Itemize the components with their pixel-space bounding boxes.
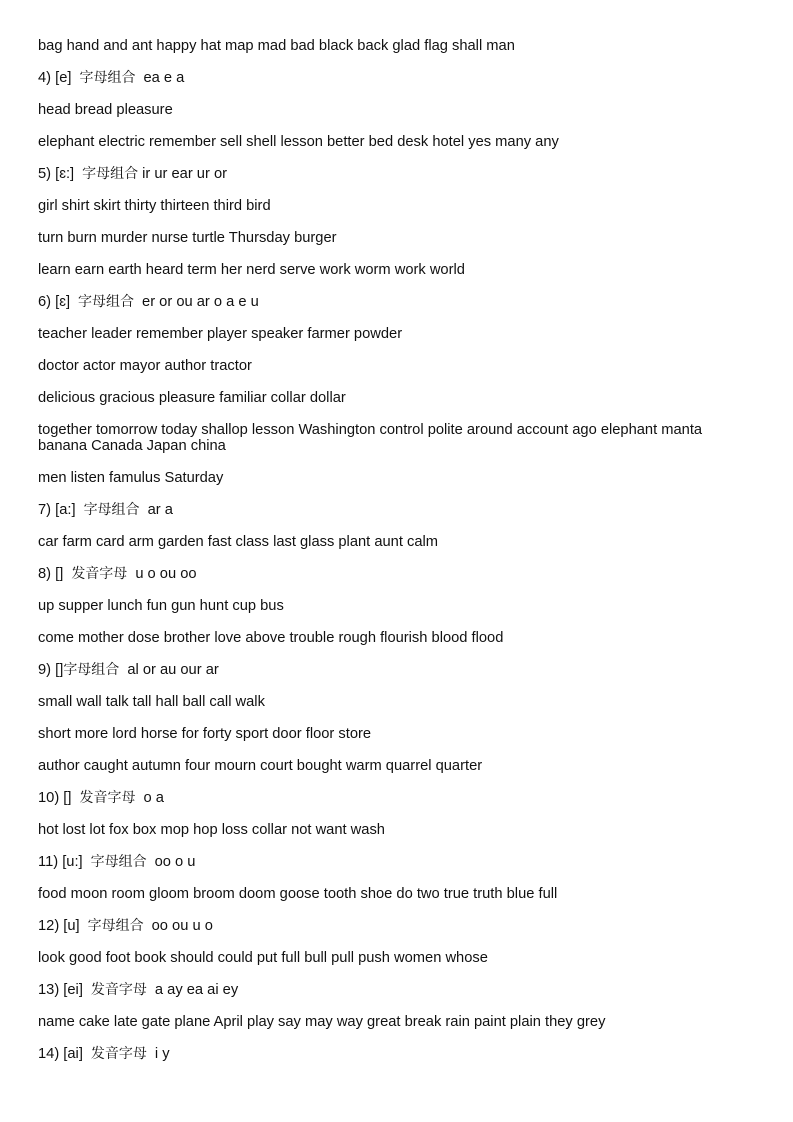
phoneme-label: 8) [] (38, 566, 64, 582)
word-list-line: together tomorrow today shallop lesson Washington control polite around account ago elephant manta banana Canada Japan china (38, 422, 703, 454)
word-list-line: bag hand and ant happy hat map mad bad black back glad flag shall man (38, 38, 515, 54)
word-list-line: look good foot book should could put full bull pull push women whose (38, 950, 488, 966)
phoneme-heading (38, 854, 728, 870)
phoneme-label: 13) [ei] (38, 982, 83, 998)
phoneme-heading (38, 662, 728, 678)
phoneme-letters: al or au our ar (127, 662, 219, 678)
phoneme-letters: u o ou oo (135, 566, 197, 582)
phoneme-letters: a ay ea ai ey (154, 982, 239, 998)
word-list-line: come mother dose brother love above trouble rough flourish blood flood (38, 630, 504, 646)
word-list-line: learn earn earth heard term her nerd serve work worm work world (38, 262, 465, 278)
phoneme-label: 5) [ɛ:] (38, 166, 75, 182)
phoneme-category: 字母组合 (78, 294, 135, 310)
phoneme-category: 发音字母 (79, 790, 136, 806)
phoneme-label: 14) [ai] (38, 1046, 83, 1062)
phoneme-heading (38, 1046, 728, 1062)
word-list-line: turn burn murder nurse turtle Thursday burger (38, 230, 337, 246)
phoneme-label: 11) [u:] (38, 854, 83, 870)
word-list-line: girl shirt skirt thirty thirteen third bird (38, 198, 271, 214)
phoneme-heading (38, 982, 728, 998)
phoneme-letters: ir ur ear ur or (142, 166, 228, 182)
phoneme-category: 发音字母 (90, 982, 147, 998)
phoneme-label: 10) [] (38, 790, 72, 806)
word-list-line: name cake late gate plane April play say may way great break rain paint plain they grey (38, 1014, 606, 1030)
word-list-line: elephant electric remember sell shell lesson better bed desk hotel yes many any (38, 134, 559, 150)
phoneme-heading (38, 294, 728, 310)
phoneme-category: 字母组合 (90, 854, 147, 870)
word-list-line: head bread pleasure (38, 102, 173, 118)
phoneme-heading (38, 166, 728, 182)
word-list-line: men listen famulus Saturday (38, 470, 224, 486)
phoneme-letters: oo ou u o (151, 918, 213, 934)
phoneme-label: 6) [ɛ] (38, 294, 71, 310)
word-list-line: small wall talk tall hall ball call walk (38, 694, 265, 710)
word-list-line: doctor actor mayor author tractor (38, 358, 252, 374)
word-list-line: car farm card arm garden fast class last glass plant aunt calm (38, 534, 438, 550)
word-list-line: delicious gracious pleasure familiar collar dollar (38, 390, 346, 406)
phoneme-letters: i y (154, 1046, 170, 1062)
phoneme-label: 12) [u] (38, 918, 80, 934)
phoneme-heading (38, 70, 728, 86)
phoneme-letters: o a (143, 790, 164, 806)
phoneme-category: 字母组合 (83, 502, 140, 518)
phoneme-category: 发音字母 (90, 1046, 147, 1062)
word-list-line: up supper lunch fun gun hunt cup bus (38, 598, 284, 614)
phoneme-heading (38, 918, 728, 934)
word-list-line: food moon room gloom broom doom goose tooth shoe do two true truth blue full (38, 886, 558, 902)
phoneme-letters: ar a (147, 502, 173, 518)
phoneme-letters: oo o u (154, 854, 196, 870)
phoneme-category: 字母组合 (79, 70, 136, 86)
word-list-line: author caught autumn four mourn court bought warm quarrel quarter (38, 758, 483, 774)
phoneme-category: 字母组合 (82, 166, 139, 182)
word-list-line: short more lord horse for forty sport door floor store (38, 726, 372, 742)
phoneme-category: 字母组合 (63, 662, 120, 678)
phoneme-letters: er or ou ar o a e u (142, 294, 259, 310)
phoneme-label: 4) [e] (38, 70, 72, 86)
phoneme-heading (38, 566, 728, 582)
word-list-line: teacher leader remember player speaker farmer powder (38, 326, 403, 342)
phoneme-label: 7) [a:] (38, 502, 76, 518)
phoneme-label: 9) [] (38, 662, 64, 678)
phoneme-heading (38, 790, 728, 806)
word-list-line: hot lost lot fox box mop hop loss collar not want wash (38, 822, 385, 838)
phoneme-letters: ea e a (143, 70, 185, 86)
phoneme-category: 字母组合 (87, 918, 144, 934)
phoneme-heading (38, 502, 728, 518)
phoneme-category: 发音字母 (71, 566, 128, 582)
